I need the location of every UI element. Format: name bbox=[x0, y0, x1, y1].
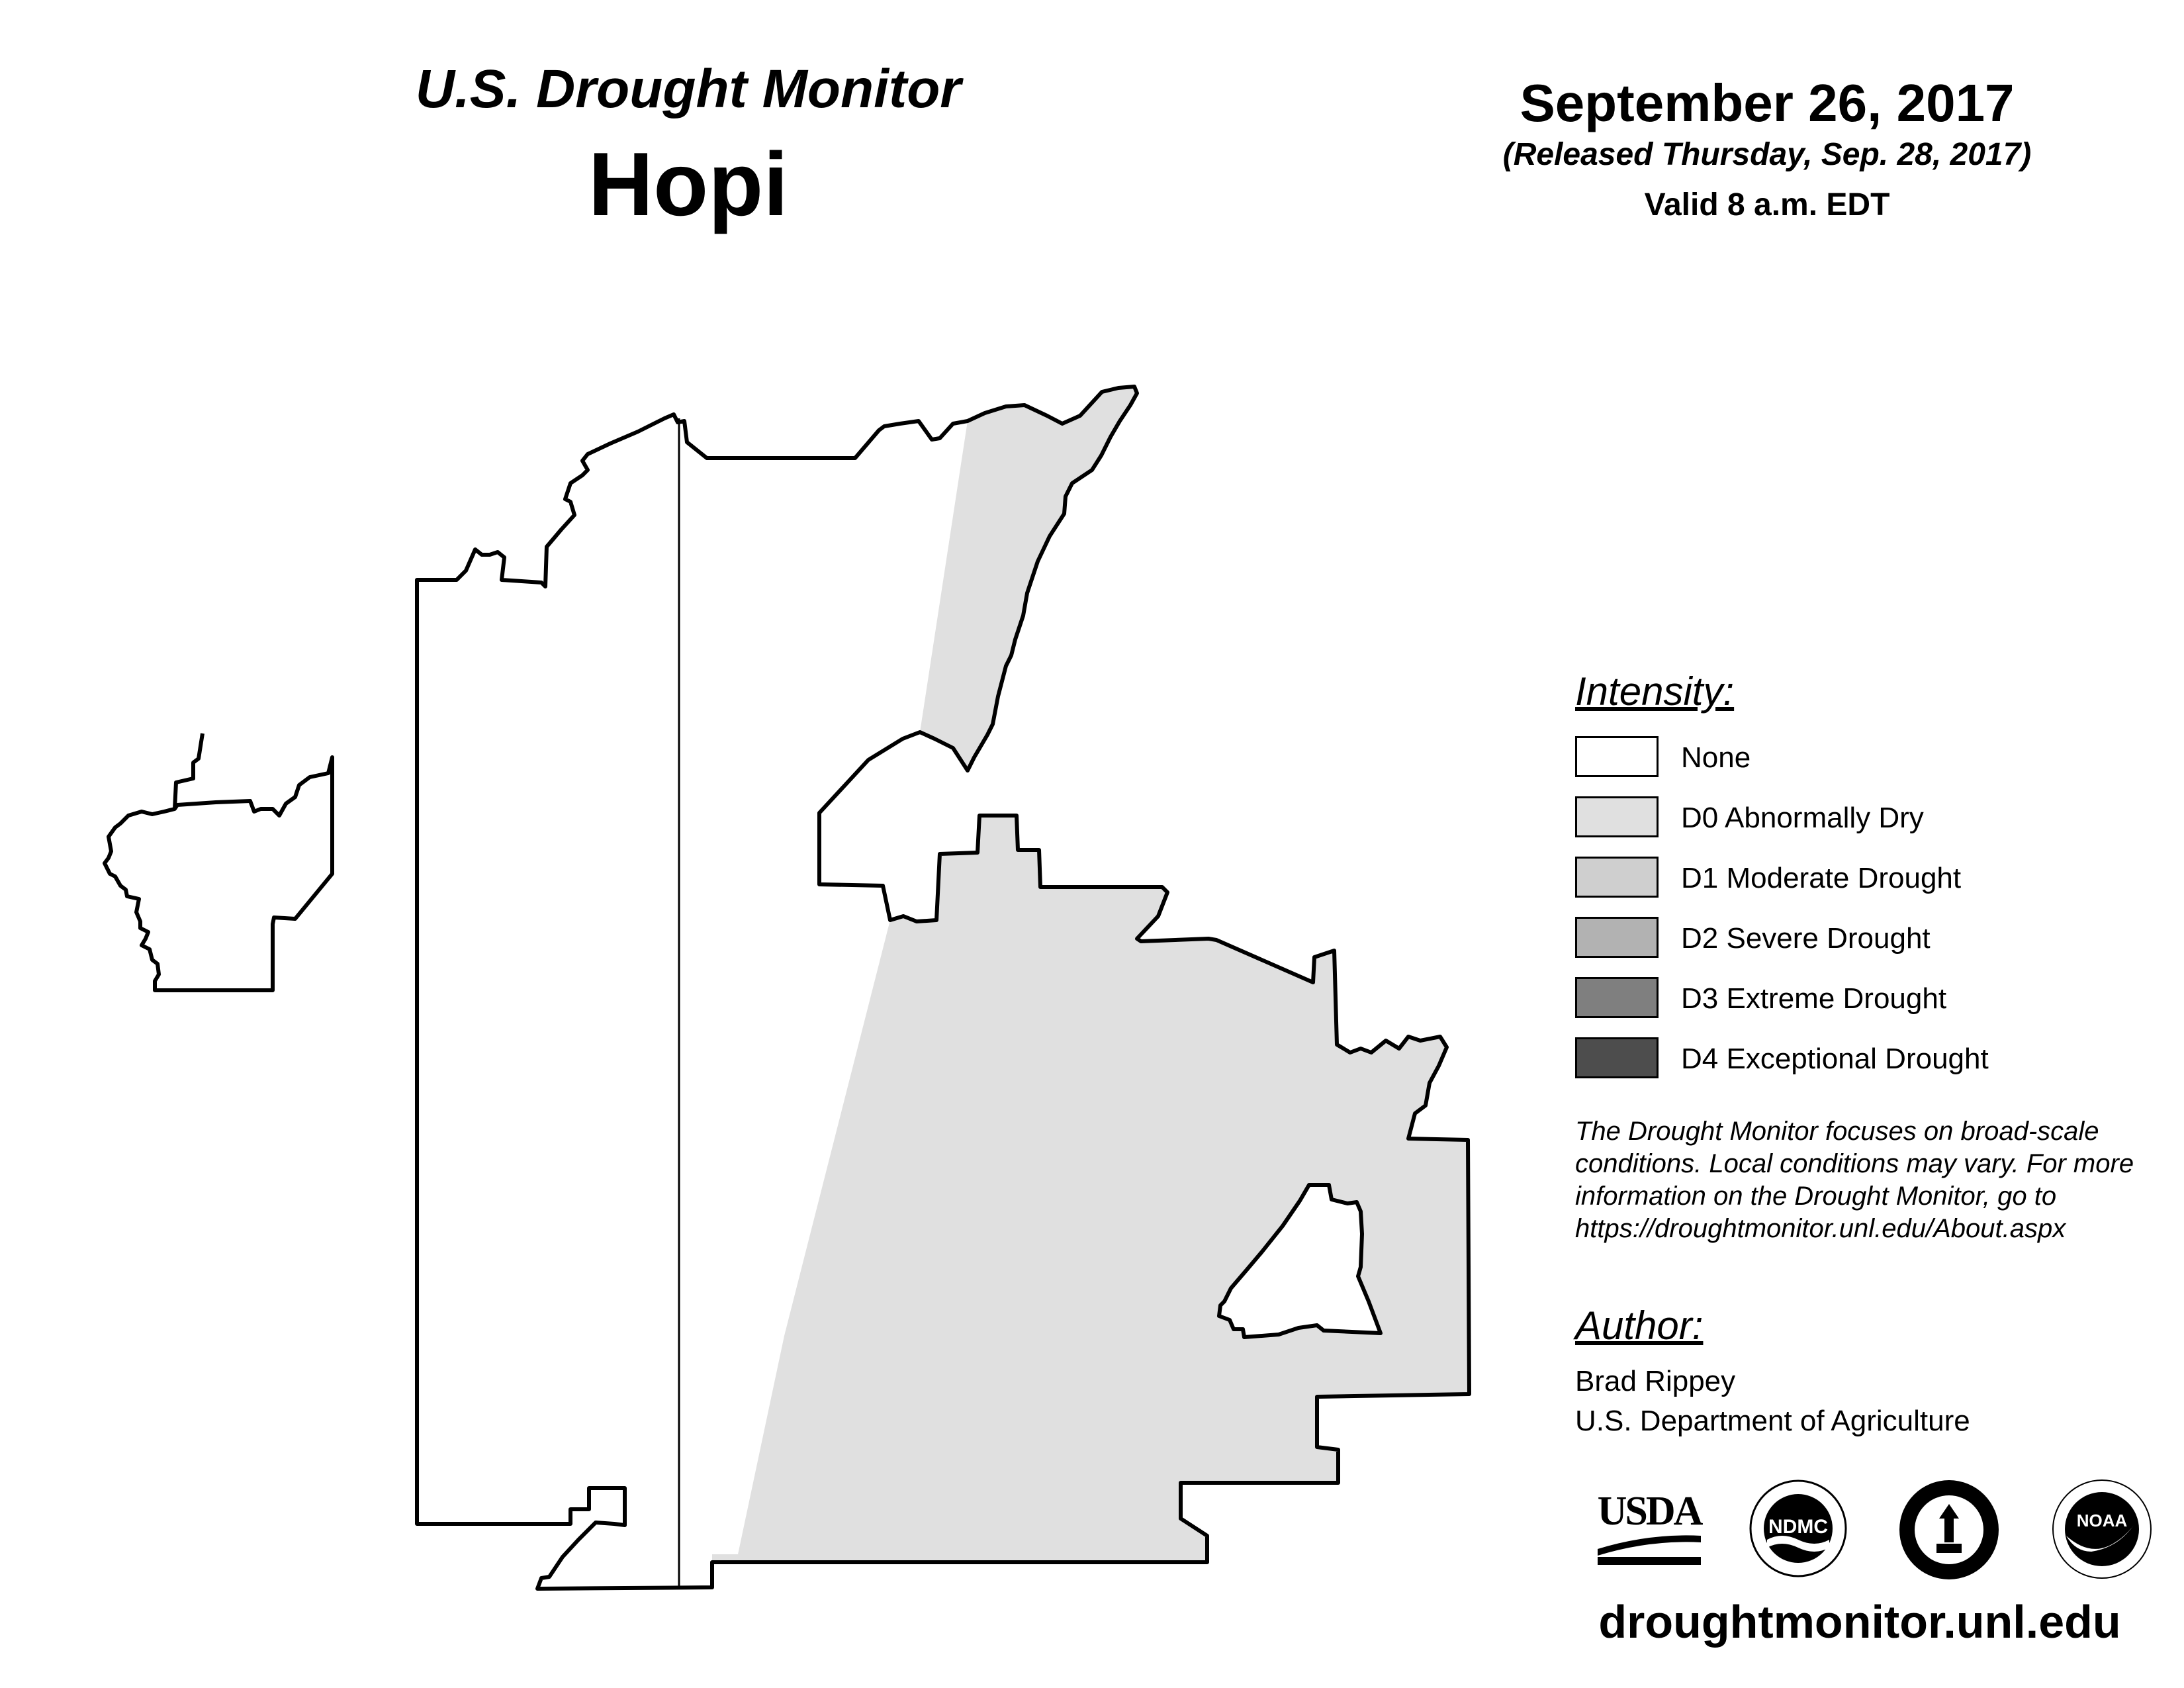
legend-swatch bbox=[1575, 977, 1659, 1018]
legend-swatch bbox=[1575, 857, 1659, 898]
d0-area-north bbox=[920, 387, 1137, 771]
commerce-seal-icon bbox=[1898, 1479, 2000, 1581]
commerce-seal bbox=[1898, 1479, 2000, 1581]
legend-item-d3 bbox=[1575, 977, 2171, 1021]
map-title: U.S. Drought Monitor bbox=[415, 59, 962, 119]
noaa-logo bbox=[2052, 1479, 2152, 1579]
author-organization: U.S. Department of Agriculture bbox=[1575, 1405, 1970, 1437]
legend-title: Intensity: bbox=[1575, 669, 1735, 714]
noaa-logo-text: NOAA bbox=[2076, 1511, 2128, 1530]
ndmc-logo-text: NDMC bbox=[1768, 1516, 1828, 1538]
legend-item-d1 bbox=[1575, 857, 2171, 900]
legend-item-d0 bbox=[1575, 796, 2171, 840]
legend-label: D1 Moderate Drought bbox=[1681, 862, 1962, 894]
legend-label: D3 Extreme Drought bbox=[1681, 982, 1947, 1015]
region-outline-west bbox=[105, 733, 332, 990]
disclaimer-note: The Drought Monitor focuses on broad-scale conditions. Local conditions may vary. For more information on the Drought Monitor, go to https://droughtmonitor.unl.edu/About.aspx bbox=[1575, 1117, 2134, 1243]
website-link[interactable]: droughtmonitor.unl.edu bbox=[1598, 1596, 2121, 1648]
legend-swatch bbox=[1575, 917, 1659, 958]
usda-logo-text: USDA bbox=[1597, 1489, 1702, 1534]
usda-logo-mark bbox=[1596, 1533, 1702, 1566]
valid-time: Valid 8 a.m. EDT bbox=[1644, 187, 1890, 222]
d0-area-south bbox=[712, 816, 1469, 1562]
legend-label: D0 Abnormally Dry bbox=[1681, 802, 1924, 834]
legend-swatch bbox=[1575, 1037, 1659, 1078]
usda-logo bbox=[1596, 1488, 1702, 1568]
legend-item-d4 bbox=[1575, 1037, 2171, 1081]
author-name: Brad Rippey bbox=[1575, 1365, 1736, 1397]
legend-label: None bbox=[1681, 741, 1751, 774]
legend-item-d2 bbox=[1575, 917, 2171, 961]
region-name: Hopi bbox=[588, 134, 789, 234]
legend-swatch bbox=[1575, 736, 1659, 777]
release-date: (Released Thursday, Sep. 28, 2017) bbox=[1502, 137, 2032, 172]
legend-label: D4 Exceptional Drought bbox=[1681, 1043, 1989, 1075]
legend-item-none bbox=[1575, 736, 2171, 780]
legend-swatch bbox=[1575, 796, 1659, 837]
map-date: September 26, 2017 bbox=[1520, 73, 2015, 132]
author-heading: Author: bbox=[1575, 1303, 1704, 1348]
ndmc-logo bbox=[1749, 1479, 1848, 1578]
legend-label: D2 Severe Drought bbox=[1681, 922, 1931, 955]
